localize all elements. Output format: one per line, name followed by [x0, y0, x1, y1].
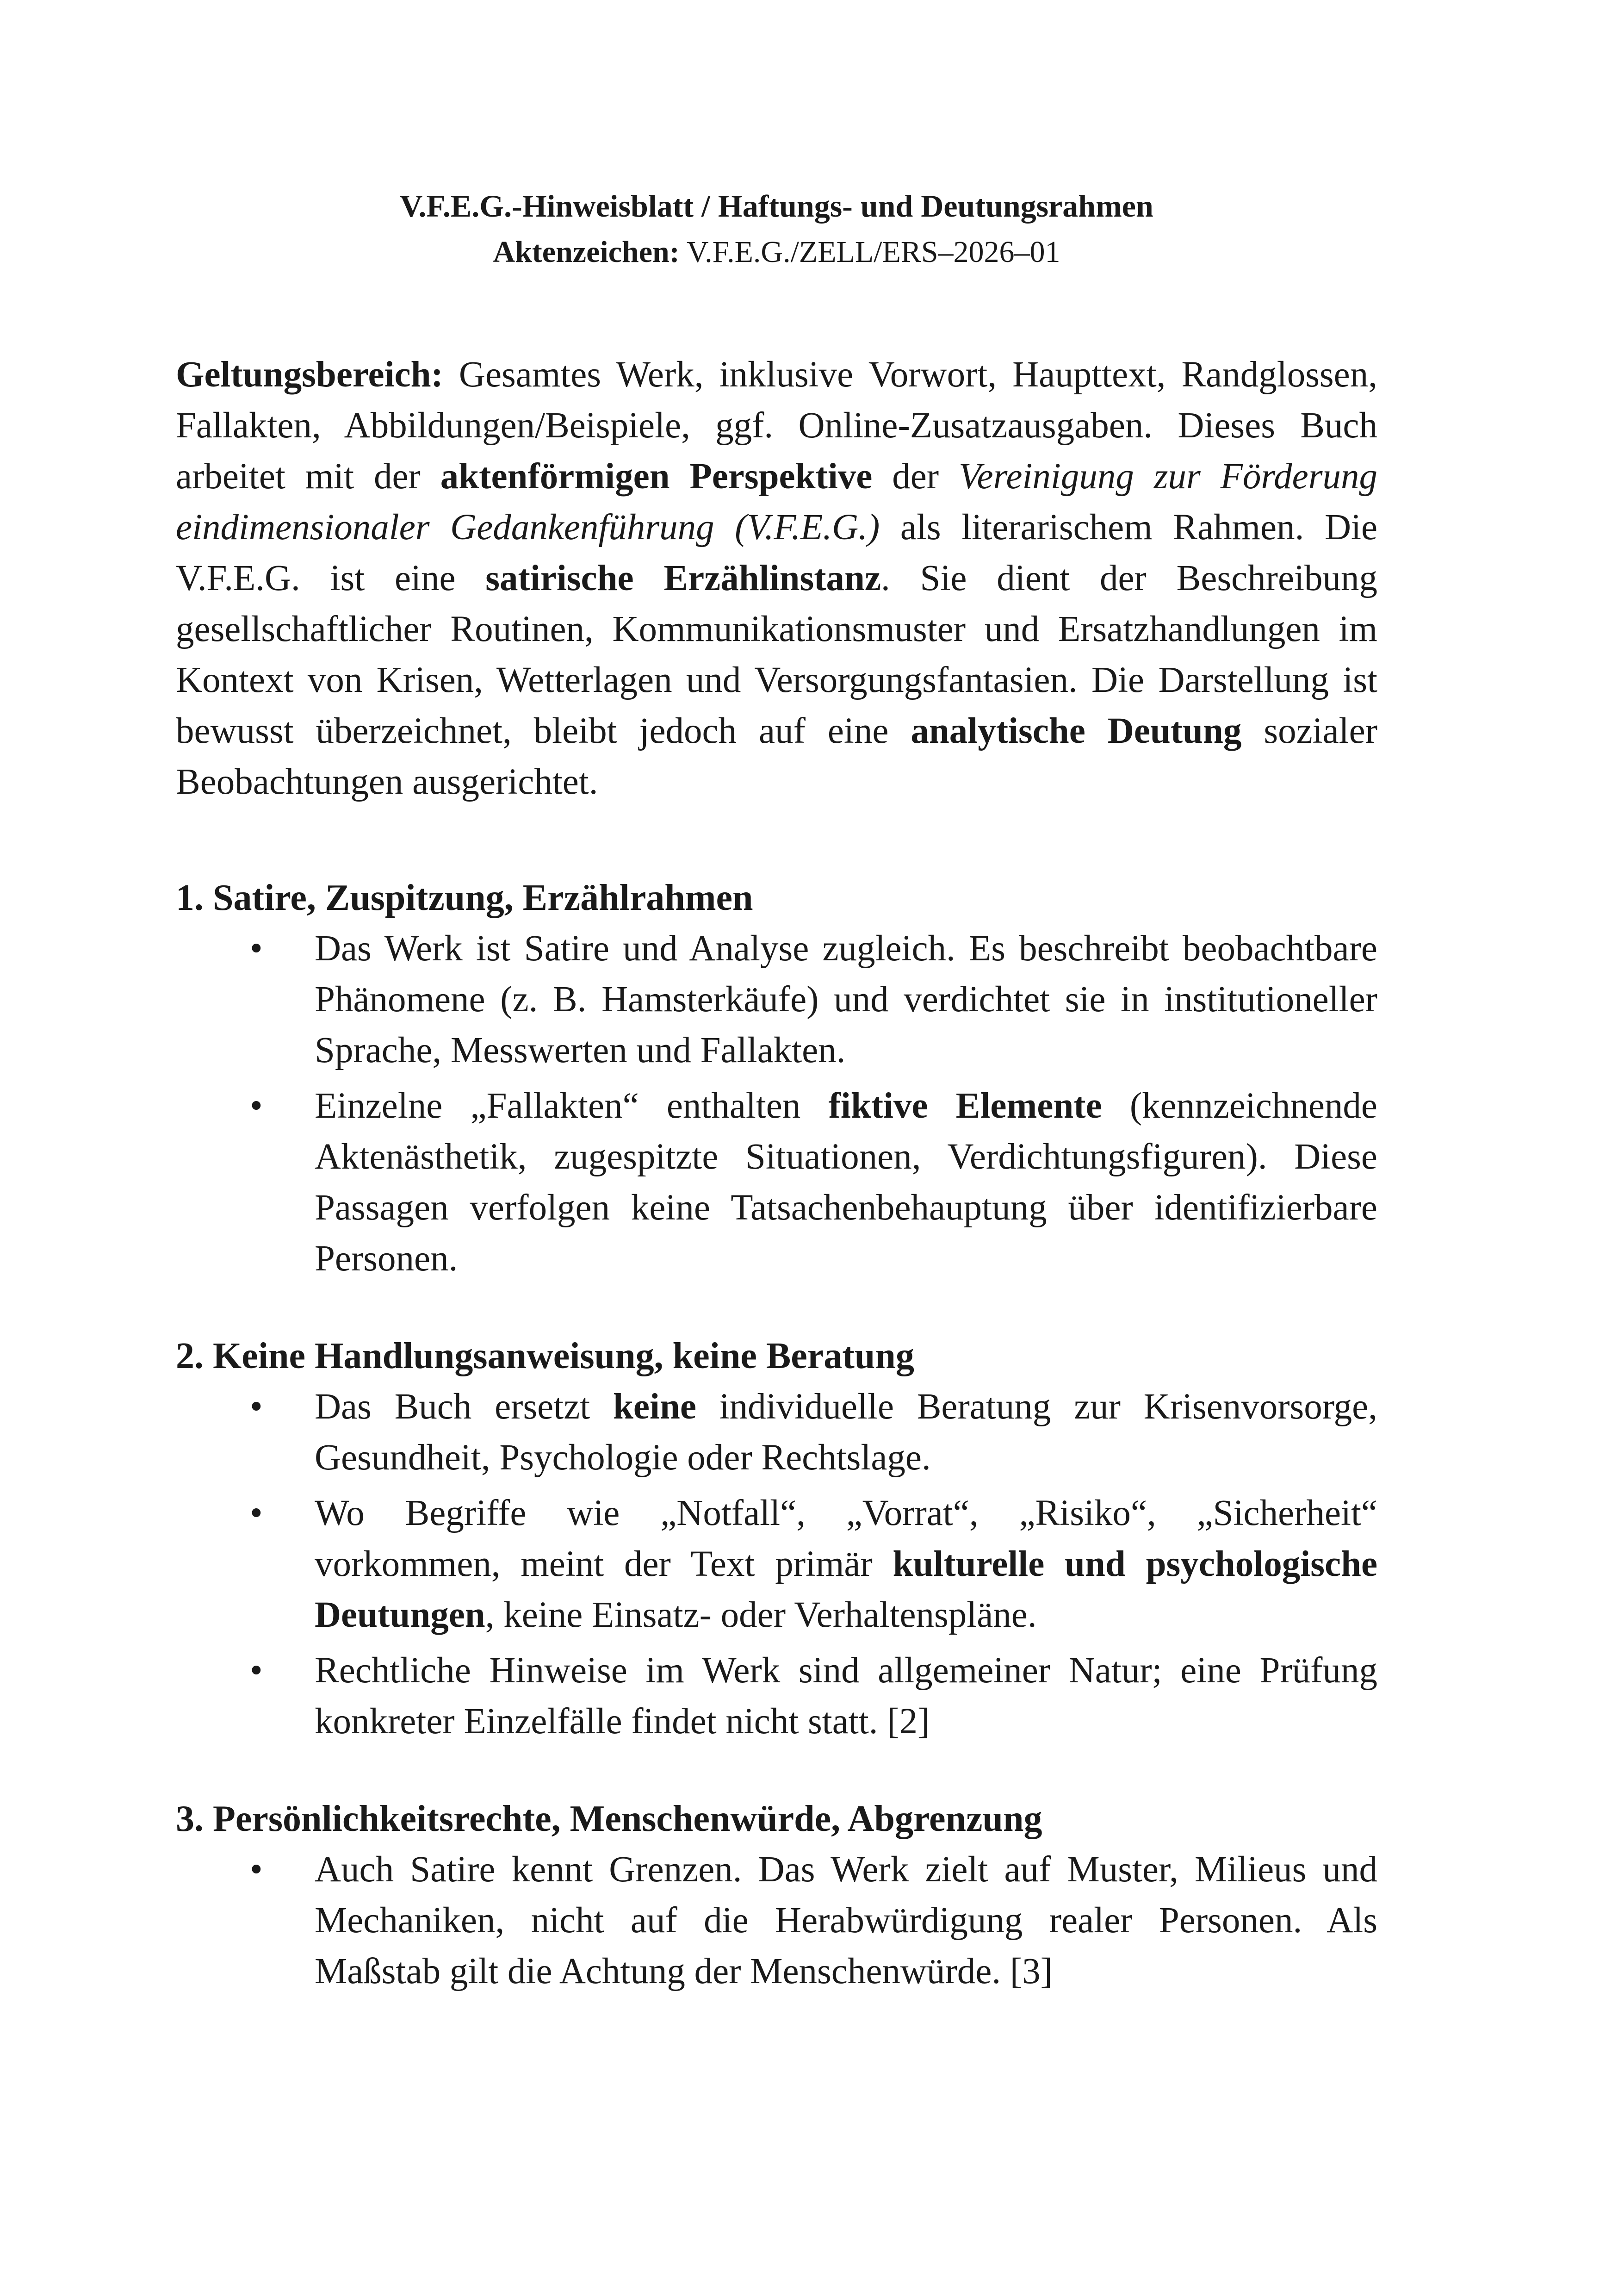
item-text: Das Buch ersetzt: [315, 1387, 613, 1427]
item-text: Auch Satire kennt Grenzen. Das Werk zielt auf Muster, Milieus und Mechaniken, nicht auf die Herabwürdigung realer Personen. Als Maßstab gilt die Achtung der Menschenwürde. [3]: [315, 1849, 1377, 1991]
scope-emphasis: satirische Erzählinstanz: [485, 558, 881, 598]
list-item: [176, 1081, 1377, 1284]
item-text: Wo Begriffe wie „Notfall“, „Vorrat“, „Risiko“, „Sicherheit“ vorkommen, meint der Text primär: [315, 1493, 1377, 1584]
item-emphasis: kulturelle und psychologische Deutungen: [315, 1544, 1378, 1635]
bullet-list: [176, 1381, 1377, 1747]
item-emphasis: fiktive Elemente: [828, 1086, 1102, 1126]
file-reference-label: Aktenzeichen:: [493, 235, 680, 269]
file-reference: [176, 229, 1377, 275]
bullet-list: [176, 923, 1377, 1284]
bullet-icon: •: [250, 1387, 263, 1427]
scope-emphasis: analytische Deutung: [911, 711, 1242, 751]
bullet-list: [176, 1844, 1377, 1997]
section-heading: 2. Keine Handlungsanweisung, keine Beratung: [176, 1336, 914, 1376]
item-emphasis: keine: [613, 1387, 696, 1427]
document-title: V.F.E.G.-Hinweisblatt / Haftungs- und Deutungsrahmen: [400, 188, 1153, 224]
list-item: [176, 923, 1377, 1076]
section-heading: 1. Satire, Zuspitzung, Erzählrahmen: [176, 877, 753, 918]
scope-text: . Sie dient der Beschreibung gesellschaftlicher Routinen, Kommunikationsmuster und Ersatzhandlungen im Kontext von Krisen, Wetterlagen und Versorgungsfantasien. Die Darstellung ist bewusst überzeichnet, bleibt jedoch auf eine: [176, 558, 1377, 751]
organisation-name: Vereinigung zur Förderung eindimensionaler Gedankenführung (V.F.E.G.): [176, 456, 1377, 548]
item-text: Das Werk ist Satire und Analyse zugleich. Es beschreibt beobachtbare Phänomene (z. B. Hamsterkäufe) und verdichtet sie in institutioneller Sprache, Messwerten und Fallakten.: [315, 928, 1377, 1070]
scope-text: sozialer Beobachtungen ausgerichtet.: [176, 711, 1378, 802]
file-reference-value: V.F.E.G./ZELL/ERS–2026–01: [679, 235, 1060, 269]
scope-text: der: [872, 456, 959, 497]
section-2: [176, 1331, 1377, 1747]
item-text: Einzelne „Fallakten“ enthalten: [315, 1086, 829, 1126]
scope-text: Gesamtes Werk, inklusive Vorwort, Haupttext, Randglossen, Fallakten, Abbildungen/Beispiele, ggf. Online-Zusatzausgaben. Dieses Buch arbeitet mit der: [176, 355, 1377, 497]
scope-paragraph: [176, 349, 1377, 808]
section-3: [176, 1793, 1377, 1997]
scope-emphasis: aktenförmigen Perspektive: [440, 456, 873, 497]
section-heading: 3. Persönlichkeitsrechte, Menschenwürde, Abgrenzung: [176, 1798, 1042, 1839]
scope-text: als literarischem Rahmen. Die V.F.E.G. ist eine: [176, 507, 1378, 598]
bullet-icon: •: [250, 1086, 263, 1126]
item-text: , keine Einsatz- oder Verhaltenspläne.: [485, 1595, 1037, 1635]
item-text: (kennzeichnende Aktenästhetik, zugespitzte Situationen, Verdichtungsfiguren). Diese Passagen verfolgen keine Tatsachenbehauptung über identifizierbare Personen.: [315, 1086, 1377, 1279]
item-text: Rechtliche Hinweise im Werk sind allgemeiner Natur; eine Prüfung konkreter Einzelfälle findet nicht statt. [2]: [315, 1650, 1377, 1742]
list-item: [176, 1844, 1377, 1997]
bullet-icon: •: [250, 1849, 263, 1890]
bullet-icon: •: [250, 928, 263, 969]
scope-label: Geltungsbereich:: [176, 355, 443, 395]
item-text: individuelle Beratung zur Krisenvorsorge, Gesundheit, Psychologie oder Rechtslage.: [315, 1387, 1377, 1478]
list-item: [176, 1645, 1377, 1747]
bullet-icon: •: [250, 1493, 263, 1533]
list-item: [176, 1381, 1377, 1483]
bullet-icon: •: [250, 1650, 263, 1691]
section-1: [176, 872, 1377, 1284]
list-item: [176, 1488, 1377, 1641]
